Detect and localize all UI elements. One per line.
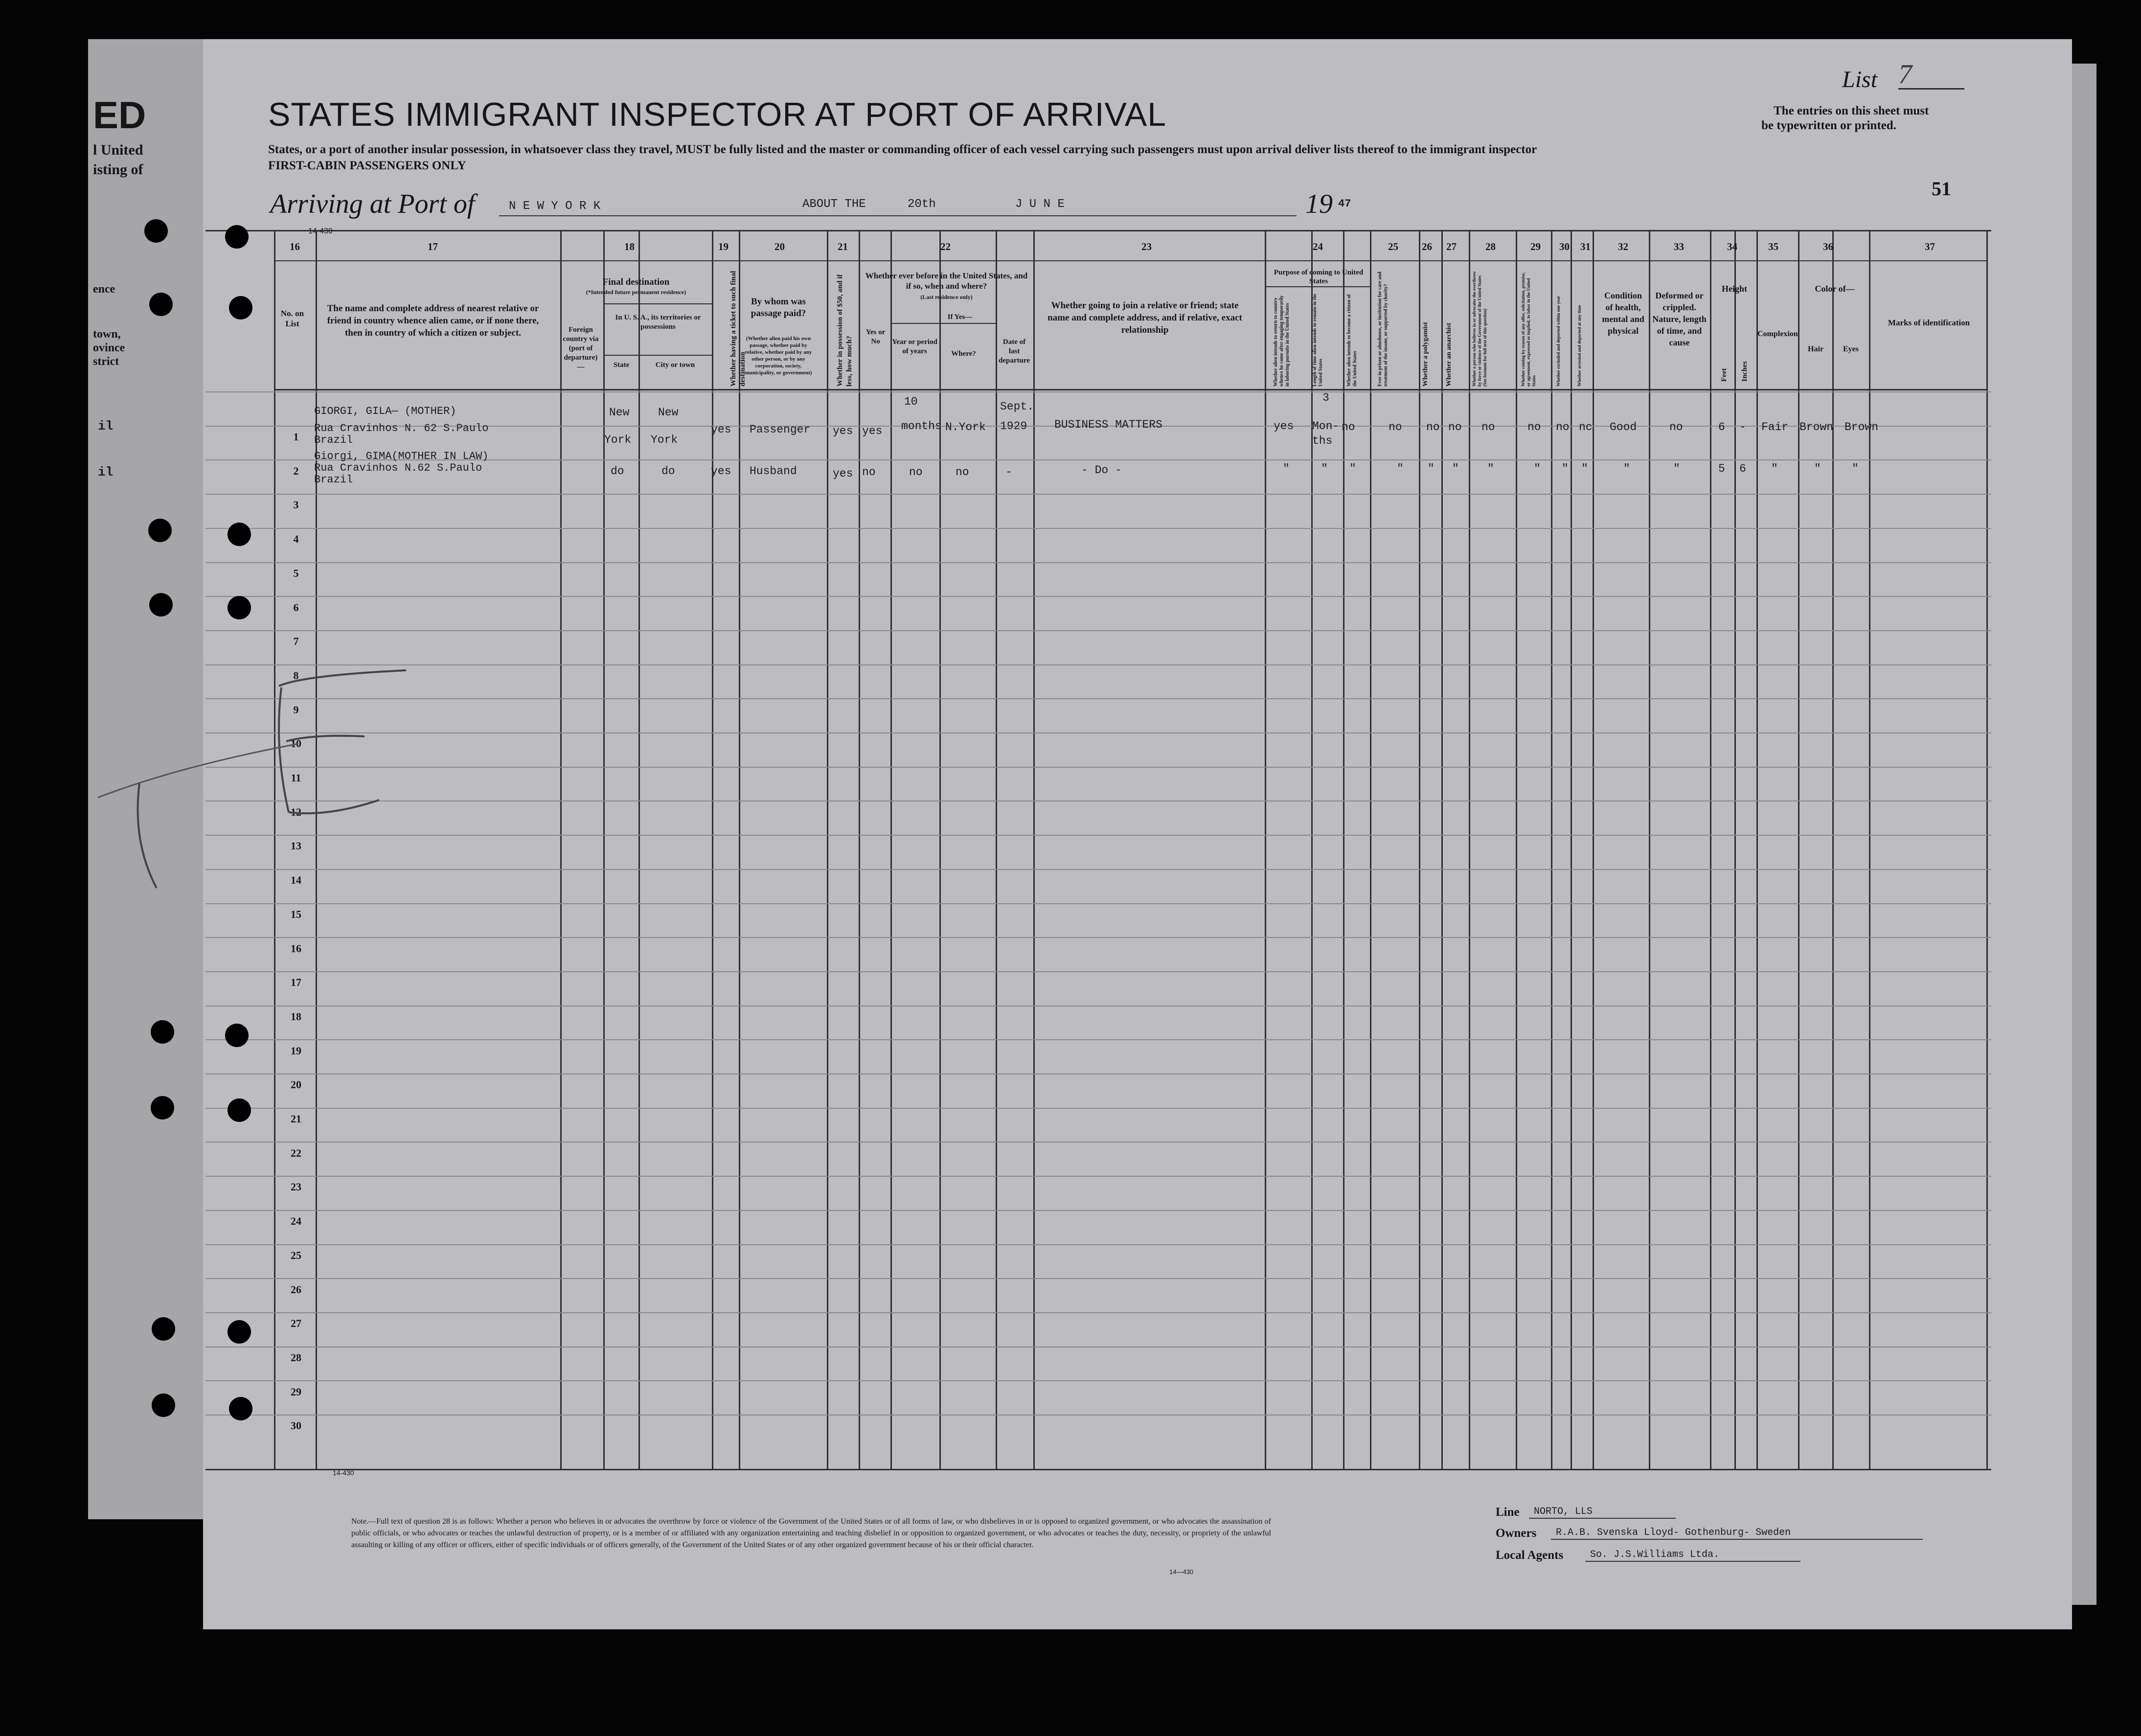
entry-1-inches: -: [1739, 421, 1746, 434]
row-rule: [205, 835, 1991, 836]
entry-1-date: 1929: [1000, 420, 1027, 433]
left-margin-fragment: strict: [93, 355, 119, 368]
title-fragment: ED: [93, 93, 146, 137]
column-number: 18: [624, 241, 635, 252]
entry-1-length: Mon-: [1312, 420, 1340, 433]
header-deformed: Deformed or crippled. Nature, length of time, and cause: [1652, 291, 1707, 347]
entry-1-arrested: nc: [1579, 421, 1593, 434]
entry-1-relative-address: Rua Cravinhos N. 62 S.Paulo: [314, 422, 489, 434]
entry-2-money: yes: [833, 467, 853, 480]
column-rule: [939, 230, 941, 1470]
header-eyes: Eyes: [1843, 345, 1859, 353]
row-number: 20: [291, 1078, 301, 1091]
left-margin-fragment: il: [98, 419, 114, 434]
pencil-stroke: [279, 670, 406, 686]
column-rule: [739, 230, 740, 1470]
header-color-of: Color of—: [1815, 284, 1855, 294]
entry-1-prison: no: [1389, 421, 1402, 434]
row-rule: [205, 1244, 1991, 1245]
left-margin-fragment: ovince: [93, 342, 125, 354]
column-number: 23: [1141, 241, 1152, 252]
punch-hole: [228, 1098, 251, 1122]
entry-1-length: 3: [1322, 391, 1329, 404]
column-number: 35: [1768, 241, 1778, 252]
entry-1-anarchist: no: [1448, 421, 1462, 434]
entry-1-ticket: yes: [711, 423, 731, 436]
footnote-question-28: Note.—Full text of question 28 is as follows: Whether a person who believes in or advocates the overthrow by force or violence of the Government of the United States or of all forms of law, or who disbelieves in or is opposed to organized government, or who advocates the assassination of public officials, or who advocates or teaches the unlawful destruction of property, or is a member of or affiliated with any organization entertaining and teaching disbelief in or opposition to organized government, or who advocates or teaches the duty, necessity, or propriety of the unlawful assaulting or killing of any officer or officers, either of specific individuals or of officers generally, of the Government of the United States or of any other organized government because of his or their official character.: [351, 1517, 1271, 1549]
column-number: 19: [718, 241, 729, 252]
header-period-of-years: Year or period of years: [892, 338, 937, 355]
header-bottom-rule: [274, 389, 1986, 390]
column-rule: [1419, 230, 1420, 1470]
row-number: 23: [291, 1181, 301, 1193]
row-rule: [205, 732, 1991, 733]
header-health: Condition of health, mental and physical: [1602, 291, 1644, 336]
header-polygamist: Whether a polygamist: [1422, 322, 1429, 387]
row-number: 17: [291, 976, 301, 988]
entry-2-anarchist: ": [1452, 462, 1459, 475]
arriving-underline: [499, 215, 1297, 216]
entry-2-prison: ": [1397, 462, 1404, 475]
punch-hole: [151, 1096, 174, 1119]
row-rule: [205, 937, 1991, 938]
column-rule: [1734, 230, 1736, 1470]
entry-2-city: do: [661, 465, 675, 478]
row-number: 30: [291, 1419, 301, 1432]
footnote-form-number: 14—430: [1169, 1568, 1194, 1576]
row-rule: [205, 1176, 1991, 1177]
entry-1-city: York: [651, 434, 678, 446]
row-rule: [205, 391, 1991, 392]
entry-2-offer: ": [1534, 462, 1541, 475]
entry-1-polygamist: no: [1426, 421, 1440, 434]
pencil-stroke: [98, 744, 298, 798]
entry-1-complexion: Fair: [1761, 421, 1789, 434]
row-rule: [205, 1380, 1991, 1381]
header-sub-rule: [1265, 286, 1370, 287]
header-relative: The name and complete address of nearest relative or friend in country whence alien came, or if none there, then in country of which a citizen or subject.: [327, 303, 539, 338]
entry-1-deformed: no: [1669, 421, 1683, 434]
row-rule: [205, 767, 1991, 768]
header-labor-offer: Whether coming by reason of any offer, solicitation, promise, or agreement, expressed or implied, to labor in the United States: [1521, 272, 1536, 387]
row-number: 28: [291, 1351, 301, 1364]
form-title: STATES IMMIGRANT INSPECTOR AT PORT OF ARRIVAL: [268, 96, 1167, 133]
entry-1-excluded: no: [1556, 421, 1570, 434]
entry-2-state: do: [611, 465, 624, 478]
column-number: 26: [1422, 241, 1432, 252]
row-number: 10: [291, 737, 301, 750]
instructions-text: States, or a port of another insular possession, in whatsoever class they travel, MUST be fully listed and the master or commanding officer of each vessel carrying such passengers must upon arrival deliver lists thereof to the immigrant inspector: [268, 143, 1537, 156]
row-number: 2: [293, 465, 299, 477]
entry-2-hair: ": [1814, 462, 1821, 475]
entry-1-length: ths: [1312, 434, 1333, 447]
column-number: 33: [1674, 241, 1684, 252]
row-number: 12: [291, 806, 301, 818]
column-rule: [1986, 230, 1988, 1470]
entry-2-inches: 6: [1739, 462, 1746, 475]
entry-1-passage: Passenger: [750, 423, 811, 436]
left-fragment-2: isting of: [93, 161, 143, 178]
entry-1-period: 10: [904, 395, 918, 408]
entry-1-join: BUSINESS MATTERS: [1054, 418, 1162, 431]
punch-hole: [144, 219, 168, 243]
left-fragment-1: l United: [93, 142, 143, 158]
header-no-on-list: No. on List: [280, 309, 304, 328]
day-value: 20th: [908, 198, 936, 211]
column-rule: [1033, 230, 1035, 1470]
header-state: State: [613, 361, 630, 369]
owners-underline: [1551, 1539, 1923, 1540]
row-rule: [205, 664, 1991, 665]
header-passage-sub: (Whether alien paid his own passage, whether paid by relative, whether paid by any other person, or by any corporation, society, municipality, or government): [745, 336, 812, 376]
entry-2-deformed: ": [1673, 462, 1680, 475]
header-yes-or-no: Yes or No: [866, 328, 886, 345]
entry-2-period: no: [909, 466, 923, 479]
column-rule: [859, 230, 860, 1470]
entry-1-relative-name: GIORGI, GILA— (MOTHER): [314, 405, 456, 417]
entry-2-polygamist: ": [1428, 462, 1435, 475]
entry-2-arrested: ": [1581, 462, 1588, 475]
table-bottom-rule: [205, 1469, 1991, 1470]
entry-2-relative-country: Brazil: [314, 474, 353, 486]
row-number: 15: [291, 908, 301, 920]
column-number: 17: [428, 241, 438, 252]
header-join-relative: Whether going to join a relative or friend; state name and complete address, and if relative, exact relationship: [1048, 300, 1242, 335]
row-number: 11: [291, 772, 301, 784]
table-top-rule: [205, 230, 1991, 231]
row-rule: [205, 1415, 1991, 1416]
column-rule: [1469, 230, 1470, 1470]
entry-2-date: -: [1005, 466, 1012, 479]
pencil-stroke: [289, 800, 379, 813]
entry-2-relative-address: Rua Cravinhos N.62 S.Paulo: [314, 462, 482, 474]
entry-1-city: New: [658, 406, 679, 419]
column-number: 27: [1446, 241, 1457, 252]
page-number: 51: [1932, 178, 1951, 200]
header-in-usa: In U. S. A., its territories or possessions: [615, 314, 701, 331]
row-rule: [205, 528, 1991, 529]
entry-2-join: - Do -: [1081, 464, 1122, 477]
header-money: Whether in possession of $50, and if less, how much?: [836, 274, 853, 387]
row-rule: [205, 698, 1991, 699]
column-rule: [1516, 230, 1517, 1470]
header-prison: Ever in prison or almshouse, or institution for care and treatment of the insane, or supported by charity?: [1377, 272, 1389, 387]
entry-1-citizen: no: [1342, 421, 1355, 434]
column-number: 32: [1618, 241, 1628, 252]
header-final-destination: Final destination: [602, 277, 670, 287]
punch-hole: [151, 1020, 174, 1044]
entry-1-state: New: [609, 406, 630, 419]
column-number: 34: [1727, 241, 1737, 252]
header-complexion: Complexion: [1757, 330, 1798, 338]
month-value: J U N E: [1015, 198, 1065, 211]
entry-2-excluded: ": [1562, 462, 1569, 475]
row-number: 26: [291, 1283, 301, 1296]
header-anarchist: Whether an anarchist: [1445, 322, 1453, 387]
column-rule: [1551, 230, 1552, 1470]
column-number: 16: [290, 241, 300, 252]
column-rule: [1593, 230, 1594, 1470]
left-margin-fragment: town,: [93, 328, 121, 341]
local-agents-underline: [1585, 1561, 1800, 1562]
row-number: 4: [293, 533, 299, 545]
column-number: 24: [1313, 241, 1323, 252]
entry-2-where: no: [956, 466, 969, 479]
first-cabin-label: FIRST-CABIN PASSENGERS ONLY: [268, 159, 466, 172]
header-passage: By whom was passage paid?: [751, 297, 806, 319]
punch-hole: [152, 1393, 175, 1417]
entry-2-health: ": [1623, 462, 1630, 475]
entry-1-state: York: [604, 434, 632, 446]
header-if-yes: If Yes—: [947, 313, 973, 321]
column-number: 31: [1580, 241, 1591, 252]
row-number: 9: [293, 704, 299, 716]
row-rule: [205, 1005, 1991, 1006]
entry-2-before: no: [862, 466, 876, 479]
entry-1-hair: Brown: [1799, 421, 1834, 434]
row-number: 7: [293, 635, 299, 647]
column-rule: [1756, 230, 1758, 1470]
local-agents-label: Local Agents: [1496, 1549, 1564, 1562]
header-last-residence: (Last residence only): [920, 294, 973, 300]
column-number: 21: [838, 241, 848, 252]
column-number: 36: [1823, 241, 1833, 252]
row-number: 29: [291, 1386, 301, 1398]
column-number: 30: [1559, 241, 1570, 252]
column-rule: [890, 230, 892, 1470]
arriving-label: Arriving at Port of: [270, 189, 475, 219]
column-rule: [1832, 230, 1834, 1470]
column-rule: [827, 230, 828, 1470]
entry-2-overthrow: ": [1487, 462, 1494, 475]
form-number-bottom: 14-430: [333, 1469, 354, 1477]
column-rule: [560, 230, 562, 1470]
row-rule: [205, 1108, 1991, 1109]
column-rule: [638, 230, 640, 1470]
column-number: 28: [1485, 241, 1496, 252]
column-number: 20: [774, 241, 785, 252]
row-number: 27: [291, 1317, 301, 1329]
punch-hole: [229, 296, 252, 320]
header-hair: Hair: [1808, 345, 1823, 353]
owners-label: Owners: [1496, 1527, 1537, 1540]
row-number: 16: [291, 942, 301, 955]
entry-1-eyes: Brown: [1845, 421, 1879, 434]
row-rule: [205, 596, 1991, 597]
header-ticket: Whether having a ticket to such final destination: [729, 271, 747, 387]
row-number: 25: [291, 1249, 301, 1261]
entry-1-offer: no: [1527, 421, 1541, 434]
header-return-intent: Whether alien intends to return to country whence he came after engaging temporarily in laboring pursuits in the United States: [1273, 295, 1290, 387]
pencil-stroke: [286, 736, 364, 741]
column-number-rule: [274, 260, 1986, 261]
header-inches: Inches: [1741, 361, 1749, 382]
row-number: 22: [291, 1147, 301, 1159]
column-rule: [1869, 230, 1870, 1470]
header-sub-rule: [603, 355, 712, 356]
line-underline: [1529, 1518, 1676, 1519]
row-rule: [205, 1210, 1991, 1211]
row-number: 3: [293, 499, 299, 511]
entry-2-ticket: yes: [711, 465, 731, 478]
header-sub-rule: [890, 323, 996, 324]
column-rule: [996, 230, 997, 1470]
row-number: 5: [293, 567, 299, 579]
row-number: 1: [293, 431, 299, 443]
local-agents-value: So. J.S.Williams Ltda.: [1590, 1549, 1720, 1560]
row-rule: [205, 1312, 1991, 1313]
row-number: 19: [291, 1045, 301, 1057]
owners-value: R.A.B. Svenska Lloyd- Gothenburg- Sweden: [1556, 1527, 1791, 1538]
sheet-right-edge: [2072, 64, 2096, 1605]
header-date-departure: Date of last departure: [999, 338, 1030, 365]
column-rule: [1798, 230, 1799, 1470]
header-purpose: Purpose of coming to United States: [1274, 269, 1364, 285]
line-label: Line: [1496, 1506, 1520, 1519]
row-number: 13: [291, 840, 301, 852]
year-suffix: 47: [1338, 198, 1351, 210]
entry-1-return: yes: [1274, 420, 1294, 433]
entry-2-relative-name: Giorgi, GIMA(MOTHER IN LAW): [314, 450, 489, 462]
header-sub-rule: [603, 303, 712, 304]
header-excluded: Whether excluded and deported within one year: [1556, 296, 1561, 387]
left-margin-fragment: il: [98, 465, 114, 480]
list-label: List: [1842, 67, 1878, 92]
punch-hole: [228, 1320, 251, 1344]
column-number: 25: [1388, 241, 1398, 252]
punch-hole: [152, 1317, 175, 1341]
manifest-sheet: [203, 39, 2072, 1629]
left-margin-fragment: ence: [93, 283, 115, 296]
row-rule: [205, 903, 1991, 904]
row-rule: [205, 562, 1991, 563]
punch-hole: [149, 593, 173, 617]
row-rule: [205, 800, 1991, 801]
entry-2-citizen: ": [1349, 462, 1356, 475]
punch-hole: [148, 519, 172, 542]
port-value: N E W Y O R K: [509, 200, 601, 213]
pencil-stroke: [279, 687, 289, 812]
line-value: NORTO, LLS: [1534, 1506, 1593, 1517]
entries-note-2: be typewritten or printed.: [1761, 119, 1896, 132]
header-where: Where?: [951, 350, 976, 358]
row-rule: [205, 1347, 1991, 1348]
list-number: 7: [1898, 59, 1912, 90]
column-number: 29: [1530, 241, 1541, 252]
row-number: 6: [293, 601, 299, 614]
header-feet: Feet: [1720, 368, 1728, 382]
row-rule: [205, 1039, 1991, 1040]
punch-hole: [228, 523, 251, 546]
entry-2-eyes: ": [1852, 462, 1859, 475]
entry-1-overthrow: no: [1481, 421, 1495, 434]
header-final-destination-sub: (*Intended future permanent residence): [586, 289, 686, 296]
entry-1-period: months: [901, 420, 942, 433]
header-citizen-intent: Whether alien intends to become a citizen of the United States: [1346, 294, 1358, 387]
column-rule: [712, 230, 713, 1470]
column-number: 37: [1925, 241, 1935, 252]
column-rule: [1343, 230, 1344, 1470]
column-rule: [1265, 230, 1266, 1470]
form-number-top: [308, 227, 333, 236]
entry-2-return: ": [1283, 462, 1290, 475]
row-number: 14: [291, 874, 301, 886]
row-rule: [205, 1278, 1991, 1279]
column-number: 22: [940, 241, 951, 252]
entry-2-complexion: ": [1771, 462, 1778, 475]
pencil-stroke: [138, 783, 157, 888]
punch-hole: [225, 225, 249, 249]
row-number: 18: [291, 1010, 301, 1023]
column-rule: [1441, 230, 1443, 1470]
entry-2-length: ": [1321, 462, 1328, 475]
entry-1-where: N.York: [945, 421, 986, 434]
row-rule: [205, 494, 1991, 495]
punch-hole: [228, 596, 251, 619]
punch-hole: [229, 1397, 252, 1420]
entries-note-1: The entries on this sheet must: [1774, 104, 1929, 117]
entry-2-passage: Husband: [750, 465, 797, 478]
row-number: 24: [291, 1215, 301, 1227]
punch-hole: [149, 293, 173, 316]
entry-2-feet: 5: [1718, 462, 1725, 475]
header-marks: Marks of identification: [1888, 318, 1970, 327]
entry-1-feet: 6: [1718, 421, 1725, 434]
header-overthrow: Whether a person who believes in or advocates the overthrow by force or violence of the Government of the United States (See footnote for full text of this question): [1472, 271, 1487, 387]
row-rule: [205, 971, 1991, 972]
row-number: 8: [293, 669, 299, 682]
year-prefix: 19: [1305, 189, 1333, 219]
entry-1-date: Sept.: [1000, 400, 1034, 413]
entry-1-money: yes: [833, 425, 853, 437]
row-rule: [205, 869, 1991, 870]
column-rule: [1710, 230, 1711, 1470]
column-rule: [1370, 230, 1371, 1470]
column-rule: [1571, 230, 1572, 1470]
entry-1-relative-country: Brazil: [314, 434, 353, 446]
about-the: ABOUT THE: [802, 198, 866, 211]
header-height: Height: [1722, 284, 1747, 294]
column-rule: [603, 230, 605, 1470]
column-rule: [1311, 230, 1313, 1470]
entry-1-health: Good: [1610, 421, 1637, 434]
row-number: 21: [291, 1113, 301, 1125]
row-rule: [205, 630, 1991, 631]
punch-hole: [225, 1024, 249, 1047]
header-length-stay: Length of time alien intends to remain in the United States: [1312, 294, 1323, 387]
column-rule: [1649, 230, 1650, 1470]
header-foreign-country: Foreign country via (port of departure)—: [563, 326, 599, 371]
entry-1-before: yes: [862, 425, 883, 437]
header-city: City or town: [655, 361, 695, 369]
header-arrested: Whether arrested and deported at any time: [1577, 305, 1582, 387]
pencil-marks: [98, 636, 411, 910]
header-before-in-us: Whether ever before in the United States, and if so, when and where?: [865, 271, 1028, 291]
